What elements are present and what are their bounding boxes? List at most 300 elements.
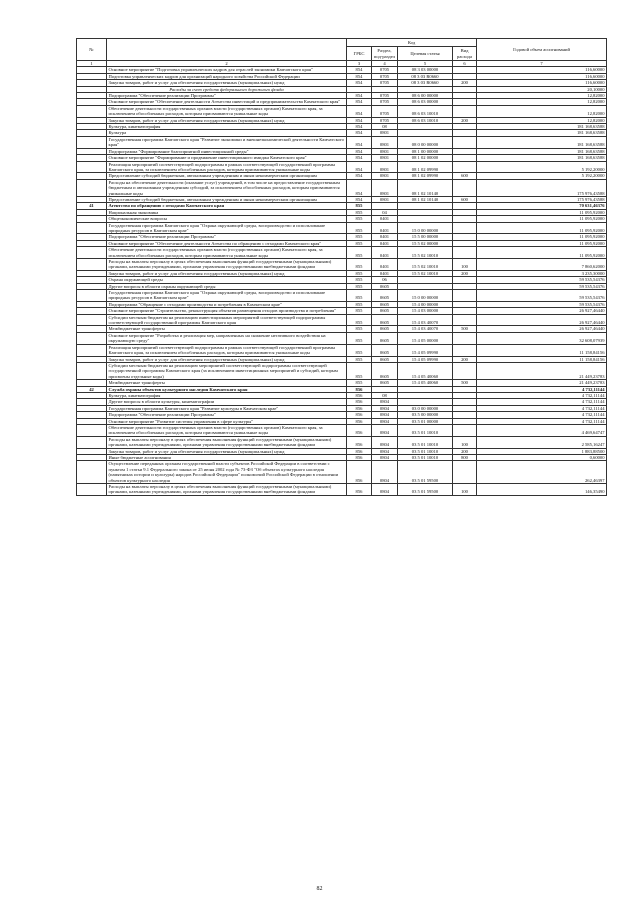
row-amount: 11 158,84156 xyxy=(477,356,607,362)
row-amount: 262,46397 xyxy=(477,461,607,484)
row-razdel: 0705 xyxy=(372,93,398,99)
row-razdel: 0705 xyxy=(372,73,398,79)
row-target-article: 15 5 02 10010 xyxy=(398,247,453,259)
row-grbs: 856 xyxy=(347,448,372,454)
row-target-article: 03 5 01 59500 xyxy=(398,461,453,484)
row-grbs: 855 xyxy=(347,240,372,246)
row-name: Расходы на выплаты персоналу в целях обеспечения выполнения функций государственными (муниципальными) органами, казенными учреждениями, органами управления государственными внебюджетными фондами xyxy=(107,484,347,496)
row-expense-type: 600 xyxy=(453,196,477,202)
row-grbs: 854 xyxy=(347,136,372,148)
row-grbs: 854 xyxy=(347,93,372,99)
row-grbs: 854 xyxy=(347,130,372,136)
row-target-article: 08 6 03 00000 xyxy=(398,99,453,105)
row-razdel: 0401 xyxy=(372,270,398,276)
row-razdel: 0804 xyxy=(372,418,398,424)
table-row xyxy=(77,484,607,496)
row-razdel: 0605 xyxy=(372,308,398,314)
row-grbs: 855 xyxy=(347,203,372,209)
table-row xyxy=(77,179,607,196)
row-target-article: 15 5 02 00000 xyxy=(398,240,453,246)
row-target-article: 08 6 00 00000 xyxy=(398,93,453,99)
row-grbs: 856 xyxy=(347,412,372,418)
row-amount: 26 927,46440 xyxy=(477,308,607,314)
row-amount: 21 449,23783 xyxy=(477,380,607,386)
row-expense-type xyxy=(453,136,477,148)
row-number xyxy=(77,222,107,234)
row-expense-type: 800 xyxy=(453,455,477,461)
row-target-article: 03 5 01 10010 xyxy=(398,455,453,461)
row-amount: 4 732,11144 xyxy=(477,392,607,398)
row-expense-type: 100 xyxy=(453,484,477,496)
row-name: Подпрограмма "Обращение с отходами производства и потребления в Камчатском крае" xyxy=(107,301,347,307)
row-grbs: 854 xyxy=(347,161,372,173)
header-grbs: ГРБС xyxy=(347,47,372,61)
row-number xyxy=(77,424,107,436)
row-name: Основное мероприятие "Строительство, реконструкция объектов размещения отходов производства и потребления" xyxy=(107,308,347,314)
row-razdel: 0705 xyxy=(372,105,398,117)
row-razdel: 0801 xyxy=(372,148,398,154)
row-name: Закупка товаров, работ и услуг для обеспечения государственных (муниципальных) нужд xyxy=(107,448,347,454)
row-target-article: 03 5 00 00000 xyxy=(398,412,453,418)
row-amount: 21 449,23783 xyxy=(477,362,607,379)
row-grbs: 854 xyxy=(347,117,372,123)
row-amount: 12,82000 xyxy=(477,117,607,123)
row-amount: 11 095,92000 xyxy=(477,209,607,215)
row-grbs: 856 xyxy=(347,392,372,398)
row-grbs: 856 xyxy=(347,386,372,392)
table-row xyxy=(77,344,607,356)
row-grbs: 855 xyxy=(347,222,372,234)
row-grbs: 855 xyxy=(347,332,372,344)
row-grbs: 856 xyxy=(347,405,372,411)
table-header xyxy=(77,39,607,67)
row-target-article: 15 4 05 40060 xyxy=(398,362,453,379)
row-target-article: 08 3 03 R0660 xyxy=(398,80,453,86)
row-razdel: 0804 xyxy=(372,455,398,461)
row-expense-type: 200 xyxy=(453,270,477,276)
row-grbs: 855 xyxy=(347,326,372,332)
row-grbs: 855 xyxy=(347,270,372,276)
budget-page xyxy=(76,38,606,496)
row-number xyxy=(77,484,107,496)
row-amount: 59 535,54376 xyxy=(477,290,607,302)
row-razdel: 0801 xyxy=(372,130,398,136)
row-grbs: 854 xyxy=(347,196,372,202)
row-grbs: 854 xyxy=(347,105,372,117)
page-number: 82 xyxy=(316,886,323,892)
row-target-article: 15 4 00 00000 xyxy=(398,301,453,307)
row-target-article: 15 4 05 00000 xyxy=(398,332,453,344)
budget-table xyxy=(76,38,607,496)
table-row xyxy=(77,314,607,326)
row-number xyxy=(77,259,107,271)
row-grbs: 855 xyxy=(347,356,372,362)
row-target-article: 03 5 01 59500 xyxy=(398,484,453,496)
row-name: Обеспечение деятельности государственных органов власти (государственных органов) Камчатского края, за исключением обособленных расходов, которым присваиваются уникальные коды xyxy=(107,424,347,436)
row-target-article: 15 5 00 00000 xyxy=(398,234,453,240)
row-amount: 11 158,84156 xyxy=(477,344,607,356)
row-amount: 4 732,11144 xyxy=(477,399,607,405)
row-razdel: 0401 xyxy=(372,234,398,240)
row-name: Культура xyxy=(107,130,347,136)
row-grbs: 855 xyxy=(347,277,372,283)
row-target-article: 15 5 02 10010 xyxy=(398,270,453,276)
row-razdel: 0804 xyxy=(372,436,398,448)
row-expense-type xyxy=(453,362,477,379)
table-row xyxy=(77,424,607,436)
header-total: Годовой объем ассигнований xyxy=(477,39,607,61)
row-amount: 116,60000 xyxy=(477,80,607,86)
row-name: Субсидии местным бюджетам на реализацию мероприятий соответствующей подпрограммы соответствующей государственной программы Камчатского края (за исключением инвестиционных мероприятий и субсидий, которым присвоены отдельные коды) xyxy=(107,362,347,379)
row-grbs: 855 xyxy=(347,209,372,215)
row-amount: 7 860,62000 xyxy=(477,259,607,271)
row-amount: 181 168,63588 xyxy=(477,124,607,130)
header-name xyxy=(107,39,347,61)
row-name: Расходы на обеспечение деятельности (оказание услуг) учреждений, в том числе на предоставление государственным бюджетным и автономным учреждениям субсидий, за исключением обособленных расходов, которым присваиваются уникальные коды xyxy=(107,179,347,196)
row-amount: 116,60000 xyxy=(477,67,607,73)
row-number xyxy=(77,247,107,259)
row-grbs: 856 xyxy=(347,418,372,424)
row-number xyxy=(77,314,107,326)
row-expense-type xyxy=(453,461,477,484)
row-name: Национальная экономика xyxy=(107,209,347,215)
table-row xyxy=(77,222,607,234)
row-amount: 4 469,64747 xyxy=(477,424,607,436)
header-index: 5 xyxy=(398,61,453,67)
row-grbs: 854 xyxy=(347,179,372,196)
row-razdel: 0804 xyxy=(372,412,398,418)
row-razdel: 0801 xyxy=(372,173,398,179)
row-razdel: 0605 xyxy=(372,362,398,379)
row-amount: 26 927,46440 xyxy=(477,326,607,332)
row-grbs: 856 xyxy=(347,461,372,484)
header-vr: Вид расхода xyxy=(453,47,477,61)
row-expense-type xyxy=(453,424,477,436)
header-index: 1 xyxy=(77,61,107,67)
row-razdel: 0605 xyxy=(372,301,398,307)
table-row xyxy=(77,105,607,117)
row-name: Предоставление субсидий бюджетным, автономным учреждениям и иным некоммерческим организациям xyxy=(107,196,347,202)
row-name: Реализация мероприятий соответствующей подпрограммы в рамках соответствующей государственной программы Камчатского края, за исключением обособленных расходов, которым присваиваются уникальные коды xyxy=(107,161,347,173)
row-razdel: 0801 xyxy=(372,179,398,196)
row-name: Межбюджетные трансферты xyxy=(107,326,347,332)
row-expense-type xyxy=(453,161,477,173)
row-name: Обеспечение деятельности государственных органов власти (государственных органов) Камчатского края, за исключением обособленных расходов, которым присваиваются уникальные коды xyxy=(107,105,347,117)
row-amount: 4 732,11144 xyxy=(477,405,607,411)
row-expense-type: 200 xyxy=(453,356,477,362)
row-target-article: 15 5 02 10010 xyxy=(398,259,453,271)
header-index: 2 xyxy=(107,61,347,67)
row-razdel: 0801 xyxy=(372,155,398,161)
row-name: Осуществление переданных органам государственной власти субъектов Российской Федерации в соответствии с пунктом 1 статьи 9.1 Федерального закона от 25 июня 2002 года № 73-ФЗ "Об объектах культурного наследия (памятниках истории и культуры) народов Российской Федерации" полномочий Российской Федерации в отношении объектов культурного наследия xyxy=(107,461,347,484)
row-amount: 4 732,11144 xyxy=(477,418,607,424)
row-amount: 32 608,07939 xyxy=(477,332,607,344)
row-amount: 59 535,54376 xyxy=(477,283,607,289)
row-razdel: 06 xyxy=(372,277,398,283)
row-target-article: 08 1 02 10140 xyxy=(398,179,453,196)
row-grbs: 855 xyxy=(347,290,372,302)
row-name: Межбюджетные трансферты xyxy=(107,380,347,386)
row-target-article: 15 0 00 00000 xyxy=(398,290,453,302)
row-name: Расходы за счет средств федерального дорожного фонда xyxy=(107,86,347,92)
row-amount: 12,82000 xyxy=(477,105,607,117)
row-razdel: 04 xyxy=(372,209,398,215)
row-grbs: 855 xyxy=(347,247,372,259)
row-name: Другие вопросы в области охраны окружающей среды xyxy=(107,283,347,289)
row-target-article: 03 0 00 00000 xyxy=(398,405,453,411)
header-index: 3 xyxy=(347,61,372,67)
row-target-article: 03 5 01 00000 xyxy=(398,418,453,424)
row-razdel: 0804 xyxy=(372,399,398,405)
row-razdel: 0605 xyxy=(372,356,398,362)
row-expense-type xyxy=(453,105,477,117)
table-row xyxy=(77,436,607,448)
row-name: Закупка товаров, работ и услуг для обеспечения государственных (муниципальных) нужд xyxy=(107,117,347,123)
row-name: Охрана окружающей среды xyxy=(107,277,347,283)
row-number: 41 xyxy=(77,203,107,209)
row-name: Основное мероприятие "Формирование и продвижение инвестиционного имиджа Камчатского края" xyxy=(107,155,347,161)
row-target-article: 08 1 02 10140 xyxy=(398,196,453,202)
row-razdel: 0605 xyxy=(372,314,398,326)
row-razdel: 0804 xyxy=(372,405,398,411)
row-number xyxy=(77,332,107,344)
row-amount: 1 883,88500 xyxy=(477,448,607,454)
row-amount: 0,60000 xyxy=(477,455,607,461)
row-amount: 181 168,63588 xyxy=(477,148,607,154)
row-grbs: 854 xyxy=(347,148,372,154)
row-grbs: 856 xyxy=(347,424,372,436)
row-razdel: 0605 xyxy=(372,380,398,386)
table-row xyxy=(77,259,607,271)
row-name: Агентство по обращению с отходами Камчатского края xyxy=(107,203,347,209)
row-number: 42 xyxy=(77,386,107,392)
row-razdel: 0605 xyxy=(372,344,398,356)
row-target-article: 08 1 00 00000 xyxy=(398,148,453,154)
row-expense-type xyxy=(453,290,477,302)
row-name: Государственная программа Камчатского края "Развитие экономики и внешнеэкономической деятельности Камчатского края" xyxy=(107,136,347,148)
table-row xyxy=(77,362,607,379)
table-row xyxy=(77,290,607,302)
row-number xyxy=(77,105,107,117)
table-row xyxy=(77,247,607,259)
row-grbs: 854 xyxy=(347,80,372,86)
row-number xyxy=(77,344,107,356)
row-amount: 20,10000 xyxy=(477,86,607,92)
header-index: 4 xyxy=(372,61,398,67)
row-name: Подпрограмма "Формирование благоприятной инвестиционной среды" xyxy=(107,148,347,154)
row-grbs: 855 xyxy=(347,308,372,314)
row-expense-type xyxy=(453,247,477,259)
row-target-article: 15 4 03 00000 xyxy=(398,308,453,314)
row-razdel: 0801 xyxy=(372,196,398,202)
row-expense-type xyxy=(453,179,477,196)
row-razdel: 0801 xyxy=(372,161,398,173)
row-name: Государственная программа Камчатского края "Охрана окружающей среды, воспроизводство и использование природных ресурсов в Камчатском крае" xyxy=(107,222,347,234)
row-amount: 181 168,63588 xyxy=(477,155,607,161)
row-number xyxy=(77,436,107,448)
row-grbs: 854 xyxy=(347,73,372,79)
row-razdel: 0705 xyxy=(372,67,398,73)
row-name: Основное мероприятие "Обеспечение деятельности Агентства по обращению с отходами Камчатского края" xyxy=(107,240,347,246)
row-name: Служба охраны объектов культурного наследия Камчатского края xyxy=(107,386,347,392)
row-amount: 175 976,43588 xyxy=(477,179,607,196)
row-amount: 11 095,92000 xyxy=(477,234,607,240)
header-index: 6 xyxy=(453,61,477,67)
row-razdel: 0705 xyxy=(372,80,398,86)
row-expense-type: 200 xyxy=(453,448,477,454)
row-razdel: 0401 xyxy=(372,247,398,259)
row-razdel: 0804 xyxy=(372,461,398,484)
row-grbs: 855 xyxy=(347,344,372,356)
row-grbs: 854 xyxy=(347,124,372,130)
row-expense-type xyxy=(453,222,477,234)
row-grbs: 854 xyxy=(347,155,372,161)
row-amount: 11 095,92000 xyxy=(477,222,607,234)
row-target-article: 15 4 03 40070 xyxy=(398,314,453,326)
row-number xyxy=(77,136,107,148)
row-target-article: 15 4 05 09990 xyxy=(398,344,453,356)
row-grbs: 855 xyxy=(347,216,372,222)
row-grbs: 855 xyxy=(347,380,372,386)
row-razdel: 08 xyxy=(372,124,398,130)
row-razdel: 0605 xyxy=(372,326,398,332)
row-grbs: 856 xyxy=(347,455,372,461)
row-grbs: 854 xyxy=(347,173,372,179)
row-amount: 11 095,92000 xyxy=(477,240,607,246)
row-name: Предоставление субсидий бюджетным, автономным учреждениям и иным некоммерческим организациям xyxy=(107,173,347,179)
row-name: Государственная программа Камчатского края "Развитие культуры в Камчатском крае" xyxy=(107,405,347,411)
row-amount: 2 585,16247 xyxy=(477,436,607,448)
table-row xyxy=(77,136,607,148)
row-amount: 116,60000 xyxy=(477,73,607,79)
row-expense-type xyxy=(453,344,477,356)
row-name: Подпрограмма "Обеспечение реализации Программы" xyxy=(107,93,347,99)
table-row xyxy=(77,332,607,344)
row-razdel: 0804 xyxy=(372,448,398,454)
row-target-article: 08 0 00 00000 xyxy=(398,136,453,148)
row-razdel: 0401 xyxy=(372,216,398,222)
row-name: Основное мероприятие "Развитие системы управления в сфере культуры" xyxy=(107,418,347,424)
row-target-article: 03 5 01 10010 xyxy=(398,448,453,454)
row-name: Подпрограмма "Обеспечение реализации Программы" xyxy=(107,412,347,418)
row-grbs: 854 xyxy=(347,67,372,73)
row-target-article: 08 3 03 R0660 xyxy=(398,73,453,79)
row-name: Основное мероприятие "Обеспечение деятельности Агентства инвестиций и предпринимательства Камчатского края" xyxy=(107,99,347,105)
row-name: Государственная программа Камчатского края "Охрана окружающей среды, воспроизводство и использование природных ресурсов в Камчатском крае" xyxy=(107,290,347,302)
row-name: Обеспечение деятельности государственных органов власти (государственных органов) Камчатского края, за исключением обособленных расходов, которым присваиваются уникальные коды xyxy=(107,247,347,259)
row-number xyxy=(77,179,107,196)
row-grbs: 856 xyxy=(347,436,372,448)
row-name: Подпрограмма "Обеспечение реализации Программы" xyxy=(107,234,347,240)
row-grbs: 855 xyxy=(347,234,372,240)
row-target-article: 15 4 05 40060 xyxy=(398,380,453,386)
row-grbs: 855 xyxy=(347,314,372,326)
row-expense-type: 500 xyxy=(453,326,477,332)
row-name: Основное мероприятие "Разработка и реализация мер, направленных на снижение негативного воздействия на окружающую среду" xyxy=(107,332,347,344)
row-target-article: 15 0 00 00000 xyxy=(398,222,453,234)
row-razdel: 0804 xyxy=(372,484,398,496)
row-razdel: 08 xyxy=(372,392,398,398)
header-razdel: Раздел, под-раздел xyxy=(372,47,398,61)
row-name: Закупка товаров, работ и услуг для обеспечения государственных (муниципальных) нужд xyxy=(107,270,347,276)
row-target-article: 15 4 05 09990 xyxy=(398,356,453,362)
row-name: Расходы на выплаты персоналу в целях обеспечения выполнения функций государственными (муниципальными) органами, казенными учреждениями, органами управления государственными внебюджетными фондами xyxy=(107,436,347,448)
row-name: Культура, кинематография xyxy=(107,392,347,398)
header-cs: Целевая статья xyxy=(398,47,453,61)
row-amount: 181 168,63588 xyxy=(477,136,607,148)
row-amount: 59 535,54376 xyxy=(477,301,607,307)
row-expense-type xyxy=(453,332,477,344)
row-name: Реализация мероприятий соответствующей подпрограммы в рамках соответствующей государственной программы Камчатского края, за исключением обособленных расходов, которым присваиваются уникальные коды xyxy=(107,344,347,356)
row-target-article: 15 4 03 40070 xyxy=(398,326,453,332)
row-name: Основное мероприятие "Подготовка управленческих кадров для отраслей экономики Камчатского края" xyxy=(107,67,347,73)
row-number xyxy=(77,461,107,484)
row-razdel: 0401 xyxy=(372,222,398,234)
table-row xyxy=(77,461,607,484)
row-amount: 5 192,20000 xyxy=(477,173,607,179)
row-target-article: 08 1 02 00000 xyxy=(398,155,453,161)
row-grbs: 856 xyxy=(347,399,372,405)
row-razdel: 0801 xyxy=(372,136,398,148)
row-expense-type: 600 xyxy=(453,173,477,179)
row-amount: 3 235,30000 xyxy=(477,270,607,276)
row-target-article: 08 1 02 09990 xyxy=(398,161,453,173)
row-amount: 12,82000 xyxy=(477,93,607,99)
row-target-article: 03 5 01 10010 xyxy=(398,436,453,448)
row-razdel: 0705 xyxy=(372,117,398,123)
row-amount: 59 535,54376 xyxy=(477,277,607,283)
row-razdel: 0705 xyxy=(372,99,398,105)
row-number xyxy=(77,290,107,302)
row-grbs: 855 xyxy=(347,259,372,271)
row-amount: 11 095,92000 xyxy=(477,247,607,259)
row-grbs: 855 xyxy=(347,301,372,307)
row-target-article: 08 6 03 10010 xyxy=(398,117,453,123)
row-expense-type: 200 xyxy=(453,80,477,86)
row-name: Закупка товаров, работ и услуг для обеспечения государственных (муниципальных) нужд xyxy=(107,356,347,362)
row-amount: 181 168,63588 xyxy=(477,130,607,136)
row-name: Подготовка управленческих кадров для организаций народного хозяйства Российской Федерации xyxy=(107,73,347,79)
row-target-article: 03 5 01 10010 xyxy=(398,424,453,436)
row-name: Культура, кинематография xyxy=(107,124,347,130)
row-razdel: 0605 xyxy=(372,332,398,344)
row-amount: 5 192,20000 xyxy=(477,161,607,173)
row-expense-type: 100 xyxy=(453,259,477,271)
row-expense-type xyxy=(453,314,477,326)
row-expense-type: 500 xyxy=(453,380,477,386)
row-amount: 146,35490 xyxy=(477,484,607,496)
row-razdel: 0804 xyxy=(372,424,398,436)
row-expense-type: 100 xyxy=(453,436,477,448)
header-num: № xyxy=(77,39,107,61)
row-number xyxy=(77,161,107,173)
header-index: 7 xyxy=(477,61,607,67)
row-razdel: 0401 xyxy=(372,240,398,246)
row-amount: 175 976,43588 xyxy=(477,196,607,202)
row-name: Субсидии местным бюджетам на реализацию инвестиционных мероприятий соответствующей подпрограммы соответствующей государственной программы Камчатского края xyxy=(107,314,347,326)
row-name: Иные бюджетные ассигнования xyxy=(107,455,347,461)
row-grbs: 855 xyxy=(347,283,372,289)
row-name: Расходы на выплаты персоналу в целях обеспечения выполнения функций государственными (муниципальными) органами, казенными учреждениями, органами управления государственными внебюджетными фондами xyxy=(107,259,347,271)
row-grbs: 855 xyxy=(347,362,372,379)
row-amount: 4 732,11144 xyxy=(477,386,607,392)
row-name: Закупка товаров, работ и услуг для обеспечения государственных (муниципальных) нужд xyxy=(107,80,347,86)
row-razdel: 0401 xyxy=(372,259,398,271)
row-name: Общеэкономические вопросы xyxy=(107,216,347,222)
row-amount: 70 631,46376 xyxy=(477,203,607,209)
row-target-article: 08 6 03 10010 xyxy=(398,105,453,117)
row-amount: 11 095,92000 xyxy=(477,216,607,222)
